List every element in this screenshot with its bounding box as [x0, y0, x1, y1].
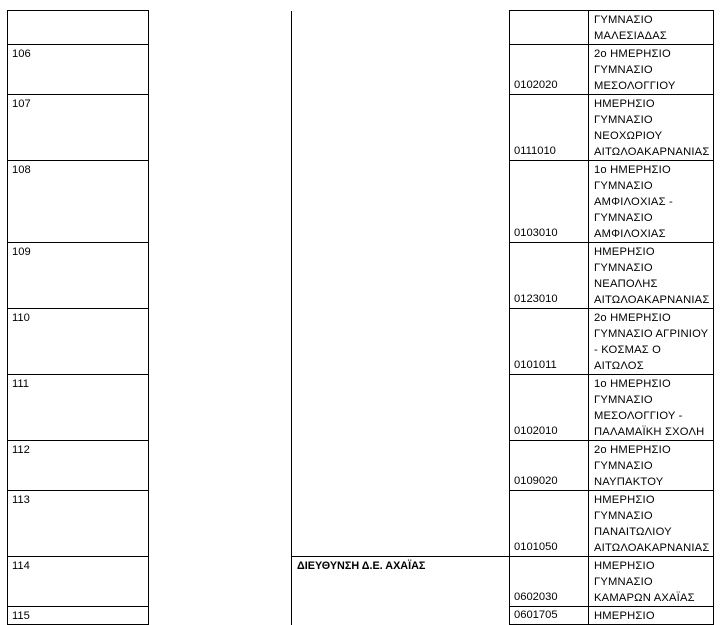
- school-name-cell: ΗΜΕΡΗΣΙΟ ΓΥΜΝΑΣΙΟ ΝΕΑΠΟΛΗΣ ΑΙΤΩΛΟΑΚΑΡΝΑΝΙΑΣ: [589, 243, 714, 309]
- blank-cell: [149, 309, 292, 375]
- table-row: [8, 309, 714, 375]
- school-name-cell: ΗΜΕΡΗΣΙΟ ΓΥΜΝΑΣΙΟ ΚΑΜΑΡΩΝ ΑΧΑΪΑΣ: [589, 557, 714, 607]
- directorate-cell: [292, 491, 510, 557]
- school-name-cell: ΗΜΕΡΗΣΙΟ: [589, 607, 714, 625]
- school-code-cell: 0601705: [510, 607, 589, 625]
- row-number-cell: 114: [8, 557, 149, 607]
- table-row: [8, 161, 714, 243]
- directorate-cell: [292, 607, 510, 625]
- table-row: [8, 243, 714, 309]
- school-code-cell: 0103010: [510, 161, 589, 243]
- school-name-cell: 1ο ΗΜΕΡΗΣΙΟ ΓΥΜΝΑΣΙΟ ΜΕΣΟΛΟΓΓΙΟΥ - ΠΑΛΑΜΑΪΚΗ ΣΧΟΛΗ: [589, 375, 714, 441]
- row-number-cell: 106: [8, 45, 149, 95]
- school-name-cell: ΓΥΜΝΑΣΙΟ ΜΑΛΕΣΙΑΔΑΣ: [589, 11, 714, 45]
- school-name-cell: 1ο ΗΜΕΡΗΣΙΟ ΓΥΜΝΑΣΙΟ ΑΜΦΙΛΟΧΙΑΣ - ΓΥΜΝΑΣΙΟ ΑΜΦΙΛΟΧΙΑΣ: [589, 161, 714, 243]
- table-row: [8, 491, 714, 557]
- blank-cell: [149, 441, 292, 491]
- school-code-cell: 0102010: [510, 375, 589, 441]
- school-code-cell: 0101011: [510, 309, 589, 375]
- directorate-cell: [292, 309, 510, 375]
- row-number-cell: [8, 11, 149, 45]
- school-code-cell: 0111010: [510, 95, 589, 161]
- table-row: [8, 45, 714, 95]
- table-row: [8, 95, 714, 161]
- school-code-cell: 0101050: [510, 491, 589, 557]
- row-number-cell: 108: [8, 161, 149, 243]
- school-name-cell: 2ο ΗΜΕΡΗΣΙΟ ΓΥΜΝΑΣΙΟ ΜΕΣΟΛΟΓΓΙΟΥ: [589, 45, 714, 95]
- table-row: [8, 11, 714, 45]
- school-code-cell: 0109020: [510, 441, 589, 491]
- document-page: [7, 10, 713, 622]
- blank-cell: [149, 375, 292, 441]
- row-number-cell: 113: [8, 491, 149, 557]
- directorate-cell: [292, 45, 510, 95]
- school-name-cell: ΗΜΕΡΗΣΙΟ ΓΥΜΝΑΣΙΟ ΠΑΝΑΙΤΩΛΙΟΥ ΑΙΤΩΛΟΑΚΑΡΝΑΝΙΑΣ: [589, 491, 714, 557]
- blank-cell: [149, 45, 292, 95]
- row-number-cell: 115: [8, 607, 149, 625]
- school-code-cell: 0123010: [510, 243, 589, 309]
- directorate-cell: ΔΙΕΥΘΥΝΣΗ Δ.Ε. ΑΧΑΪΑΣ: [292, 557, 510, 607]
- blank-cell: [149, 491, 292, 557]
- school-code-cell: 0102020: [510, 45, 589, 95]
- row-number-cell: 107: [8, 95, 149, 161]
- table-row: [8, 375, 714, 441]
- directorate-cell: [292, 441, 510, 491]
- row-number-cell: 109: [8, 243, 149, 309]
- blank-cell: [149, 557, 292, 607]
- directorate-cell: [292, 375, 510, 441]
- blank-cell: [149, 161, 292, 243]
- school-name-cell: ΗΜΕΡΗΣΙΟ ΓΥΜΝΑΣΙΟ ΝΕΟΧΩΡΙΟΥ ΑΙΤΩΛΟΑΚΑΡΝΑΝΙΑΣ: [589, 95, 714, 161]
- row-number-cell: 110: [8, 309, 149, 375]
- directorate-cell: [292, 161, 510, 243]
- row-number-cell: 112: [8, 441, 149, 491]
- blank-cell: [149, 243, 292, 309]
- school-code-cell: 0602030: [510, 557, 589, 607]
- schools-table: [7, 10, 714, 625]
- table-row: [8, 607, 714, 625]
- row-number-cell: 111: [8, 375, 149, 441]
- directorate-cell: [292, 11, 510, 45]
- school-name-cell: 2ο ΗΜΕΡΗΣΙΟ ΓΥΜΝΑΣΙΟ ΝΑΥΠΑΚΤΟΥ: [589, 441, 714, 491]
- directorate-cell: [292, 243, 510, 309]
- school-code-cell: [510, 11, 589, 45]
- blank-cell: [149, 95, 292, 161]
- table-row: [8, 557, 714, 607]
- table-row: [8, 441, 714, 491]
- blank-cell: [149, 607, 292, 625]
- school-name-cell: 2ο ΗΜΕΡΗΣΙΟ ΓΥΜΝΑΣΙΟ ΑΓΡΙΝΙΟΥ - ΚΟΣΜΑΣ Ο ΑΙΤΩΛΟΣ: [589, 309, 714, 375]
- directorate-cell: [292, 95, 510, 161]
- blank-cell: [149, 11, 292, 45]
